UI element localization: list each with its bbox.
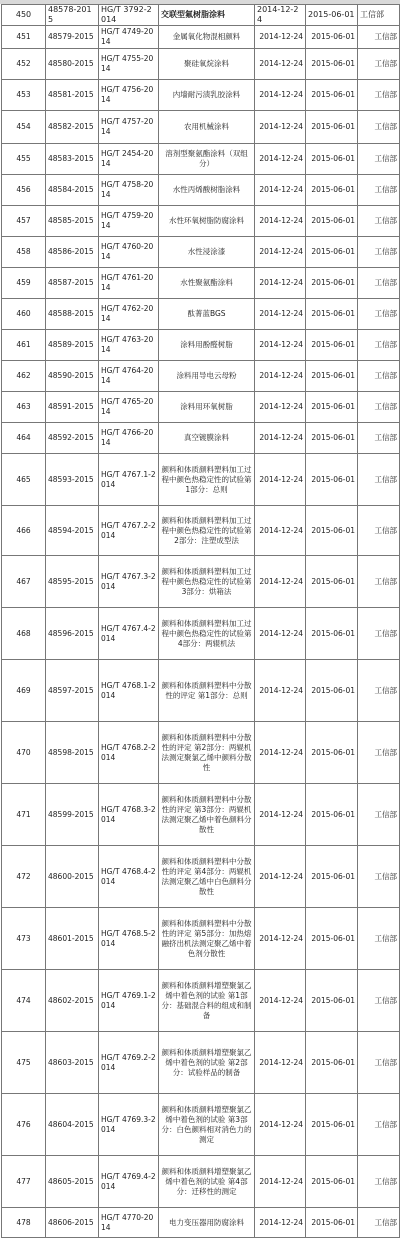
row-issue-date: 2014-12-24 [255,506,306,556]
row-number: 48584-2015 [46,175,99,206]
row-standard: HG/T 4749-2014 [99,26,159,49]
row-number: 48591-2015 [46,392,99,423]
table-row [2,722,400,784]
row-number: 48598-2015 [46,722,99,784]
row-number: 48595-2015 [46,556,99,608]
row-index: 462 [2,361,46,392]
row-standard: HG/T 4768.4-2014 [99,846,159,908]
row-number: 48600-2015 [46,846,99,908]
row-standard: HG/T 4756-2014 [99,80,159,111]
row-dept: 工信部 [358,506,400,556]
table-row [2,111,400,144]
row-standard: HG/T 4759-2014 [99,206,159,237]
table-row [2,908,400,970]
row-dept: 工信部 [358,556,400,608]
row-impl-date: 2015-06-01 [306,660,358,722]
table-row [2,506,400,556]
row-name: 颜料和体质颜料塑料加工过程中颜色热稳定性的试验第3部分：烘箱法 [159,556,255,608]
row-number: 48582-2015 [46,111,99,144]
row-impl-date: 2015-06-01 [306,361,358,392]
row-standard: HG/T 4765-2014 [99,392,159,423]
row-standard: HG/T 4769.1-2014 [99,970,159,1032]
table-row [2,237,400,268]
row-index: 456 [2,175,46,206]
row-issue-date: 2014-12-24 [255,1208,306,1238]
row-dept: 工信部 [358,1156,400,1208]
row-index: 469 [2,660,46,722]
row-impl-date: 2015-06-01 [306,144,358,175]
row-name: 水性聚氨酯涂料 [159,268,255,299]
row-name: 电力变压器用防腐涂料 [159,1208,255,1238]
row-index: 463 [2,392,46,423]
row-dept: 工信部 [358,392,400,423]
row-issue-date: 2014-12-24 [255,423,306,454]
row-number: 48601-2015 [46,908,99,970]
row-impl-date: 2015-06-01 [306,1156,358,1208]
row-index: 477 [2,1156,46,1208]
row-standard: HG/T 4768.5-2014 [99,908,159,970]
table-row [2,361,400,392]
row-name: 颜料和体质颜料塑料加工过程中颜色热稳定性的试验第1部分：总则 [159,454,255,506]
row-standard: HG/T 4768.3-2014 [99,784,159,846]
row-name: 金属氧化物混相颜料 [159,26,255,49]
row-issue-date: 2014-12-24 [255,1156,306,1208]
row-issue-date: 2014-12-24 [255,49,306,80]
row-impl-date: 2015-06-01 [306,506,358,556]
table-row [2,26,400,49]
row-issue-date: 2014-12-24 [255,175,306,206]
row-number: 48606-2015 [46,1208,99,1238]
row-index: 468 [2,608,46,660]
row-index: 458 [2,237,46,268]
row-issue-date: 2014-12-24 [255,237,306,268]
table-row [2,80,400,111]
header-idx: 450 [2,5,46,26]
table-row [2,423,400,454]
row-impl-date: 2015-06-01 [306,175,358,206]
row-number: 48585-2015 [46,206,99,237]
row-number: 48604-2015 [46,1094,99,1156]
row-dept: 工信部 [358,1208,400,1238]
row-number: 48592-2015 [46,423,99,454]
row-standard: HG/T 4768.2-2014 [99,722,159,784]
row-index: 464 [2,423,46,454]
row-impl-date: 2015-06-01 [306,608,358,660]
table-row [2,784,400,846]
row-issue-date: 2014-12-24 [255,908,306,970]
table-row [2,846,400,908]
row-impl-date: 2015-06-01 [306,1208,358,1238]
row-issue-date: 2014-12-24 [255,784,306,846]
row-index: 478 [2,1208,46,1238]
row-number: 48580-2015 [46,49,99,80]
row-issue-date: 2014-12-24 [255,608,306,660]
row-number: 48583-2015 [46,144,99,175]
row-index: 476 [2,1094,46,1156]
row-index: 466 [2,506,46,556]
row-name: 农用机械涂料 [159,111,255,144]
row-name: 涂料用导电云母粉 [159,361,255,392]
row-name: 颜料和体质颜料增塑聚氯乙烯中着色剂的试验 第1部分：基础混合料的组成和制备 [159,970,255,1032]
row-name: 内墙耐污渍乳胶涂料 [159,80,255,111]
row-dept: 工信部 [358,722,400,784]
table-row [2,454,400,506]
row-impl-date: 2015-06-01 [306,237,358,268]
row-standard: HG/T 4769.4-2014 [99,1156,159,1208]
row-name: 颜料和体质颜料增塑聚氯乙烯中着色剂的试验 第2部分：试验样品的制备 [159,1032,255,1094]
row-issue-date: 2014-12-24 [255,206,306,237]
row-issue-date: 2014-12-24 [255,846,306,908]
row-issue-date: 2014-12-24 [255,660,306,722]
table-row [2,608,400,660]
row-index: 457 [2,206,46,237]
row-index: 452 [2,49,46,80]
row-dept: 工信部 [358,660,400,722]
row-name: 颜料和体质颜料塑料加工过程中颜色热稳定性的试验第2部分：注塑成型法 [159,506,255,556]
table-row [2,206,400,237]
row-dept: 工信部 [358,237,400,268]
row-standard: HG/T 4762-2014 [99,299,159,330]
header-name: 交联型氟树脂涂料 [159,5,255,26]
row-dept: 工信部 [358,784,400,846]
row-number: 48596-2015 [46,608,99,660]
row-impl-date: 2015-06-01 [306,206,358,237]
row-number: 48594-2015 [46,506,99,556]
row-dept: 工信部 [358,1032,400,1094]
row-dept: 工信部 [358,608,400,660]
row-name: 颜料和体质颜料增塑聚氯乙烯中着色剂的试验 第4部分：迁移性的测定 [159,1156,255,1208]
row-number: 48587-2015 [46,268,99,299]
table-header-row [2,5,400,26]
row-name: 涂料用环氧树脂 [159,392,255,423]
row-impl-date: 2015-06-01 [306,454,358,506]
row-index: 472 [2,846,46,908]
row-name: 溶剂型聚氨酯涂料（双组分） [159,144,255,175]
table-row [2,970,400,1032]
table-row [2,556,400,608]
row-standard: HG/T 4755-2014 [99,49,159,80]
row-dept: 工信部 [358,49,400,80]
row-name: 聚硅氧烷涂料 [159,49,255,80]
row-name: 颜料和体质颜料塑料中分散性的评定 第2部分：两辊机法测定聚氯乙烯中颜料分散性 [159,722,255,784]
row-impl-date: 2015-06-01 [306,26,358,49]
header-impl: 2015-06-01 [306,5,358,26]
table-row [2,660,400,722]
row-index: 475 [2,1032,46,1094]
row-dept: 工信部 [358,175,400,206]
table-row [2,1208,400,1238]
row-number: 48589-2015 [46,330,99,361]
row-dept: 工信部 [358,361,400,392]
row-impl-date: 2015-06-01 [306,908,358,970]
row-name: 颜料和体质颜料增塑聚氯乙烯中着色剂的试验 第3部分：白色颜料相对消色力的测定 [159,1094,255,1156]
row-impl-date: 2015-06-01 [306,299,358,330]
row-issue-date: 2014-12-24 [255,556,306,608]
row-standard: HG/T 4757-2014 [99,111,159,144]
row-name: 颜料和体质颜料塑料中分散性的评定 第3部分：两辊机法测定聚乙烯中着色颜料分散性 [159,784,255,846]
row-issue-date: 2014-12-24 [255,26,306,49]
row-impl-date: 2015-06-01 [306,80,358,111]
row-standard: HG/T 2454-2014 [99,144,159,175]
row-number: 48586-2015 [46,237,99,268]
table-row [2,1156,400,1208]
row-index: 471 [2,784,46,846]
row-dept: 工信部 [358,846,400,908]
table-row [2,268,400,299]
header-dept: 工信部 [358,5,400,26]
row-name: 颜料和体质颜料塑料中分散性的评定 第1部分：总则 [159,660,255,722]
row-standard: HG/T 4766-2014 [99,423,159,454]
row-index: 473 [2,908,46,970]
row-dept: 工信部 [358,454,400,506]
row-number: 48599-2015 [46,784,99,846]
row-impl-date: 2015-06-01 [306,1094,358,1156]
row-standard: HG/T 4769.2-2014 [99,1032,159,1094]
row-impl-date: 2015-06-01 [306,111,358,144]
row-dept: 工信部 [358,908,400,970]
row-issue-date: 2014-12-24 [255,111,306,144]
row-dept: 工信部 [358,423,400,454]
table-row [2,175,400,206]
row-index: 461 [2,330,46,361]
row-name: 水性丙烯酸树脂涂料 [159,175,255,206]
row-standard: HG/T 4767.3-2014 [99,556,159,608]
header-num: 48578-2015 [46,5,99,26]
row-issue-date: 2014-12-24 [255,392,306,423]
row-dept: 工信部 [358,970,400,1032]
row-index: 465 [2,454,46,506]
row-name: 水性浸涂漆 [159,237,255,268]
row-index: 474 [2,970,46,1032]
row-issue-date: 2014-12-24 [255,330,306,361]
row-issue-date: 2014-12-24 [255,970,306,1032]
row-issue-date: 2014-12-24 [255,80,306,111]
row-standard: HG/T 4767.2-2014 [99,506,159,556]
row-impl-date: 2015-06-01 [306,423,358,454]
row-impl-date: 2015-06-01 [306,49,358,80]
row-index: 460 [2,299,46,330]
row-impl-date: 2015-06-01 [306,392,358,423]
row-name: 真空镀膜涂料 [159,423,255,454]
row-index: 470 [2,722,46,784]
header-issue: 2014-12-24 [255,5,306,26]
row-issue-date: 2014-12-24 [255,361,306,392]
row-impl-date: 2015-06-01 [306,556,358,608]
row-issue-date: 2014-12-24 [255,299,306,330]
row-index: 459 [2,268,46,299]
row-issue-date: 2014-12-24 [255,144,306,175]
row-standard: HG/T 4769.3-2014 [99,1094,159,1156]
row-standard: HG/T 4761-2014 [99,268,159,299]
row-impl-date: 2015-06-01 [306,970,358,1032]
row-index: 453 [2,80,46,111]
row-issue-date: 2014-12-24 [255,722,306,784]
row-dept: 工信部 [358,26,400,49]
row-impl-date: 2015-06-01 [306,784,358,846]
standards-table [1,4,400,1238]
row-dept: 工信部 [358,206,400,237]
row-impl-date: 2015-06-01 [306,268,358,299]
row-standard: HG/T 4768.1-2014 [99,660,159,722]
table-row [2,392,400,423]
row-dept: 工信部 [358,144,400,175]
row-number: 48581-2015 [46,80,99,111]
table-row [2,144,400,175]
table-row [2,1032,400,1094]
row-issue-date: 2014-12-24 [255,268,306,299]
row-dept: 工信部 [358,268,400,299]
row-number: 48579-2015 [46,26,99,49]
row-standard: HG/T 4767.1-2014 [99,454,159,506]
row-index: 451 [2,26,46,49]
row-number: 48597-2015 [46,660,99,722]
row-dept: 工信部 [358,80,400,111]
row-standard: HG/T 4764-2014 [99,361,159,392]
row-index: 467 [2,556,46,608]
row-issue-date: 2014-12-24 [255,1094,306,1156]
row-name: 颜料和体质颜料塑料加工过程中颜色热稳定性的试验第4部分：两辊机法 [159,608,255,660]
row-impl-date: 2015-06-01 [306,1032,358,1094]
row-name: 颜料和体质颜料塑料中分散性的评定 第5部分：加热熔融挤出机法测定聚乙烯中着色剂分散性 [159,908,255,970]
row-impl-date: 2015-06-01 [306,722,358,784]
table-row [2,299,400,330]
row-name: 水性环氧树脂防腐涂料 [159,206,255,237]
row-standard: HG/T 4758-2014 [99,175,159,206]
row-dept: 工信部 [358,111,400,144]
table-body [2,5,400,1238]
table-row [2,1094,400,1156]
row-impl-date: 2015-06-01 [306,330,358,361]
row-standard: HG/T 4763-2014 [99,330,159,361]
row-dept: 工信部 [358,299,400,330]
row-index: 455 [2,144,46,175]
header-std: HG/T 3792-2014 [99,5,159,26]
row-dept: 工信部 [358,330,400,361]
row-name: 涂料用酚醛树脂 [159,330,255,361]
row-number: 48590-2015 [46,361,99,392]
table-row [2,49,400,80]
row-dept: 工信部 [358,1094,400,1156]
row-standard: HG/T 4760-2014 [99,237,159,268]
row-index: 454 [2,111,46,144]
row-name: 酞菁蓝BGS [159,299,255,330]
row-name: 颜料和体质颜料塑料中分散性的评定 第4部分：两辊机法测定聚乙烯中白色颜料分散性 [159,846,255,908]
row-number: 48603-2015 [46,1032,99,1094]
row-issue-date: 2014-12-24 [255,454,306,506]
row-number: 48605-2015 [46,1156,99,1208]
row-impl-date: 2015-06-01 [306,846,358,908]
table-row [2,330,400,361]
row-number: 48602-2015 [46,970,99,1032]
row-standard: HG/T 4770-2014 [99,1208,159,1238]
row-number: 48593-2015 [46,454,99,506]
row-standard: HG/T 4767.4-2014 [99,608,159,660]
row-number: 48588-2015 [46,299,99,330]
row-issue-date: 2014-12-24 [255,1032,306,1094]
